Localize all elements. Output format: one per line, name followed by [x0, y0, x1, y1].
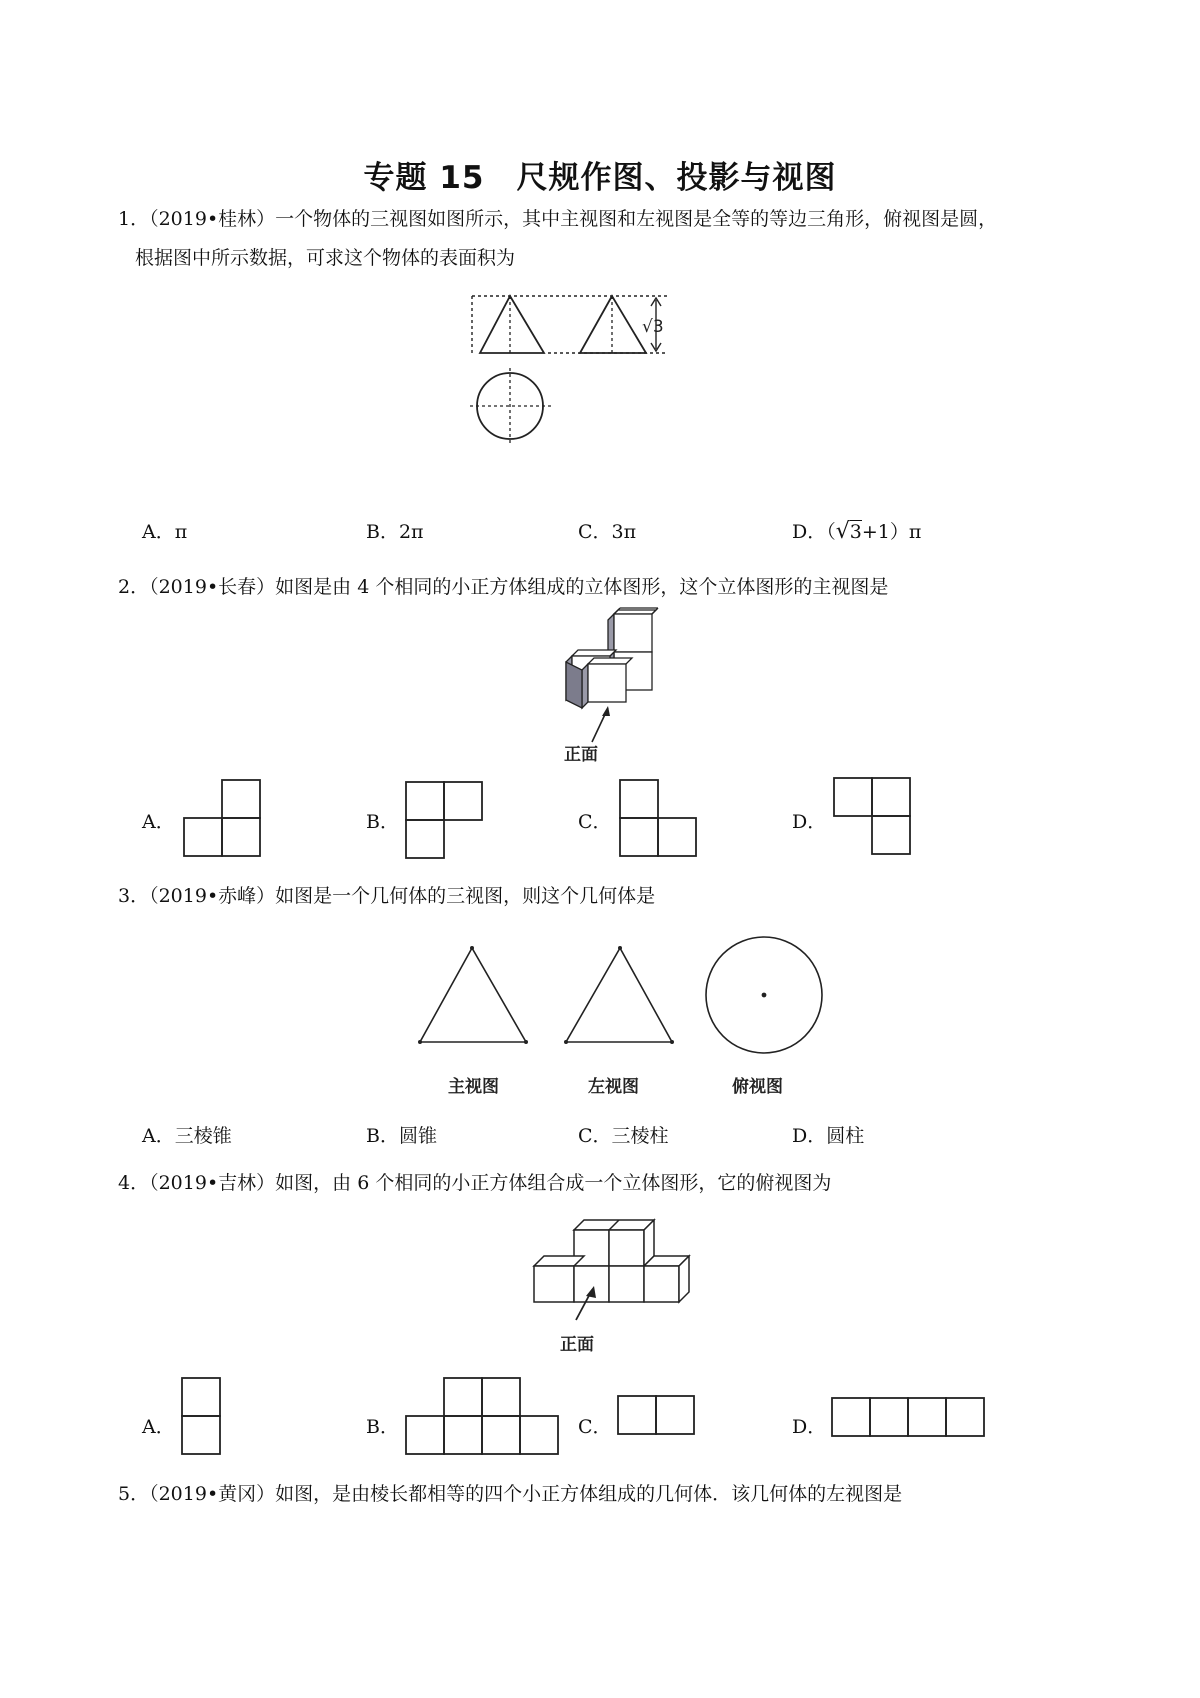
- question-4-number: 4．: [118, 1172, 150, 1194]
- question-3-text: （2019•赤峰）如图是一个几何体的三视图，则这个几何体是: [149, 885, 656, 907]
- square: [482, 1416, 520, 1454]
- side-view-triangle: [580, 296, 646, 353]
- square: [406, 782, 444, 820]
- question-4: [118, 1168, 831, 1198]
- square: [946, 1398, 984, 1436]
- q2-front-label: 正面: [564, 745, 598, 765]
- square: [870, 1398, 908, 1436]
- vertex-dot: [670, 1040, 674, 1044]
- cube-front-top: [588, 658, 632, 664]
- q4-option-d-figure[interactable]: [830, 1396, 990, 1440]
- cube-front-side: [582, 664, 588, 708]
- square: [520, 1416, 558, 1454]
- q3-option-b[interactable]: B．圆锥: [366, 1125, 437, 1147]
- question-3-figure: [410, 930, 830, 1100]
- square: [620, 780, 658, 818]
- question-1-text: （2019•桂林）一个物体的三视图如图所示，其中主视图和左视图是全等的等边三角形，俯视图是圆，: [149, 208, 998, 230]
- q1-option-c[interactable]: C．3π: [578, 521, 637, 543]
- square: [406, 1416, 444, 1454]
- question-3-number: 3．: [118, 885, 150, 907]
- cube-front: [609, 1230, 644, 1266]
- square: [222, 818, 260, 856]
- cube-top-front: [614, 614, 652, 652]
- square: [444, 782, 482, 820]
- q3-option-d[interactable]: D．圆柱: [792, 1125, 865, 1147]
- q1-option-a[interactable]: A．π: [142, 521, 188, 543]
- vertex-dot: [470, 946, 474, 950]
- square: [834, 778, 872, 816]
- cube-front-front: [588, 664, 626, 702]
- q4-option-b-figure[interactable]: [404, 1376, 566, 1460]
- q4-front-label: 正面: [560, 1335, 594, 1355]
- side-view-triangle: [566, 948, 672, 1042]
- cube-left-top: [572, 650, 616, 656]
- question-5: [118, 1479, 902, 1509]
- q4-option-d-label[interactable]: D．: [792, 1416, 827, 1438]
- side-view-label: 左视图: [588, 1077, 639, 1097]
- square: [872, 816, 910, 854]
- q2-option-a-label[interactable]: A．: [142, 811, 175, 833]
- square: [618, 1396, 656, 1434]
- question-2-number: 2．: [118, 576, 150, 598]
- cube-front: [609, 1266, 644, 1302]
- q4-option-c-label[interactable]: C．: [578, 1416, 612, 1438]
- q4-option-b-label[interactable]: B．: [366, 1416, 399, 1438]
- question-2: [118, 572, 888, 602]
- q4-option-a-label[interactable]: A．: [142, 1416, 175, 1438]
- dimension-label: √3: [642, 317, 664, 337]
- top-view-label: 俯视图: [732, 1077, 783, 1097]
- q4-option-c-figure[interactable]: [616, 1394, 698, 1438]
- question-2-text: （2019•长春）如图是由 4 个相同的小正方体组成的立体图形，这个立体图形的主视图是: [149, 576, 889, 598]
- q1-option-d-radicand: 3: [849, 521, 862, 543]
- square: [658, 818, 696, 856]
- q1-option-d-prefix: D．（: [792, 521, 836, 543]
- square: [482, 1378, 520, 1416]
- q1-option-b[interactable]: B．2π: [366, 521, 424, 543]
- q2-option-b-label[interactable]: B．: [366, 811, 399, 833]
- q2-option-d-label[interactable]: D．: [792, 811, 827, 833]
- cube-front: [534, 1266, 574, 1302]
- q2-option-a-figure[interactable]: [182, 778, 266, 862]
- cube-front: [644, 1266, 679, 1302]
- q3-option-c[interactable]: C．三棱柱: [578, 1125, 669, 1147]
- square: [182, 1416, 220, 1454]
- question-5-text: （2019•黄冈）如图，是由棱长都相等的四个小正方体组成的几何体．该几何体的左视图是: [149, 1483, 903, 1505]
- q1-option-d-suffix: +1）π: [861, 521, 922, 543]
- square: [184, 818, 222, 856]
- question-1: [118, 204, 997, 234]
- q2-option-c-label[interactable]: C．: [578, 811, 612, 833]
- vertex-dot: [564, 1040, 568, 1044]
- square: [832, 1398, 870, 1436]
- q3-option-a[interactable]: A．三棱锥: [142, 1125, 232, 1147]
- q2-option-d-figure[interactable]: [832, 776, 916, 860]
- question-3: [118, 881, 655, 911]
- cube-top-face: [534, 1256, 584, 1266]
- question-4-figure: [530, 1216, 710, 1356]
- vertex-dot: [618, 946, 622, 950]
- front-arrow-head: [602, 706, 610, 716]
- front-view-label: 主视图: [448, 1077, 499, 1097]
- front-view-triangle: [480, 296, 544, 353]
- q2-option-b-figure[interactable]: [404, 780, 488, 864]
- q1-option-d[interactable]: [792, 517, 921, 547]
- question-2-figure: [564, 612, 678, 765]
- square: [444, 1378, 482, 1416]
- square: [406, 820, 444, 858]
- page-title: 专题 15 尺规作图、投影与视图: [363, 160, 837, 196]
- square: [222, 780, 260, 818]
- q4-option-a-figure[interactable]: [180, 1376, 224, 1460]
- front-view-triangle: [420, 948, 526, 1042]
- question-5-number: 5．: [118, 1483, 150, 1505]
- square: [656, 1396, 694, 1434]
- q2-option-c-figure[interactable]: [618, 778, 702, 862]
- question-1-text-line2: 根据图中所示数据，可求这个物体的表面积为: [135, 247, 516, 269]
- square: [444, 1416, 482, 1454]
- cube-front-left-side: [566, 662, 582, 708]
- square: [872, 778, 910, 816]
- square: [908, 1398, 946, 1436]
- question-4-text: （2019•吉林）如图，由 6 个相同的小正方体组合成一个立体图形，它的俯视图为: [149, 1172, 832, 1194]
- sqrt-sign-icon: √: [835, 519, 850, 544]
- center-dot: [762, 993, 767, 998]
- square: [182, 1378, 220, 1416]
- vertex-dot: [524, 1040, 528, 1044]
- square: [620, 818, 658, 856]
- question-1-number: 1．: [118, 208, 150, 230]
- vertex-dot: [418, 1040, 422, 1044]
- question-1-figure: [460, 290, 690, 450]
